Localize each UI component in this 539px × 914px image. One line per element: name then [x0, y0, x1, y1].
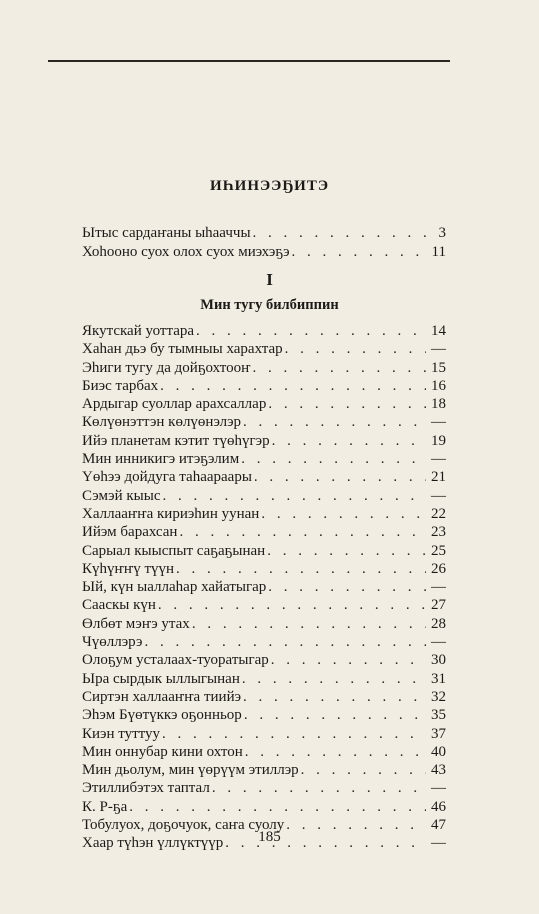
top-rule — [48, 60, 450, 62]
dot-leader — [243, 688, 426, 706]
toc-entry — [82, 340, 446, 358]
entry-page: 28 — [431, 615, 446, 632]
toc-entry — [82, 243, 446, 262]
toc-entry — [82, 487, 446, 505]
toc-entry — [82, 523, 446, 541]
entry-title: Киэн туттуу — [82, 725, 161, 742]
toc-entry — [82, 377, 446, 395]
entry-page: — — [431, 341, 446, 358]
entry-page: 37 — [431, 725, 446, 742]
dot-leader — [271, 651, 426, 669]
entry-page: 26 — [431, 560, 446, 577]
dot-leader — [268, 395, 426, 413]
dot-leader — [129, 798, 426, 816]
entry-title: Ийэм барахсан — [82, 524, 178, 541]
entry-title: Сэмэй кыыс — [82, 487, 161, 504]
entry-title: К. Р-ҕа — [82, 798, 128, 815]
toc-entry — [82, 706, 446, 724]
entry-title: Ытыс сардаҥаны ыһааччы — [82, 225, 251, 241]
entry-page: 31 — [431, 670, 446, 687]
dot-leader — [268, 578, 426, 596]
entry-title: Үөһээ дойдуга таһаараары — [82, 469, 252, 486]
entry-page: 14 — [431, 323, 446, 339]
entry-title: Эһэм Бүөтүккэ оҕонньор — [82, 707, 242, 724]
dot-leader — [241, 450, 426, 468]
dot-leader — [158, 596, 426, 614]
toc-entry — [82, 670, 446, 688]
toc-entry — [82, 651, 446, 669]
dot-leader — [253, 359, 426, 377]
entry-page: 18 — [431, 396, 446, 413]
toc-entry — [82, 633, 446, 651]
toc-entry — [82, 468, 446, 486]
entry-title: Мин дьолум, мин үөрүүм этиллэр — [82, 762, 299, 779]
entry-title: Көлүөнэттэн көлүөнэлэр — [82, 414, 242, 431]
entry-page: — — [431, 487, 446, 504]
dot-leader — [212, 779, 426, 797]
intro-entries — [82, 224, 446, 262]
page-number: 185 — [258, 829, 281, 845]
toc-entry — [82, 743, 446, 761]
entry-page: 19 — [431, 432, 446, 449]
dot-leader — [144, 633, 426, 651]
entry-page: 11 — [431, 244, 446, 260]
entry-page: — — [431, 634, 446, 651]
section-heading: Мин тугу билбиппин — [200, 297, 339, 313]
entry-title: Мин инникигэ итэҕэлим — [82, 451, 240, 468]
dot-leader — [245, 743, 426, 761]
entry-page: 32 — [431, 688, 446, 705]
toc-entry — [82, 615, 446, 633]
toc-entry — [82, 725, 446, 743]
toc-entry — [82, 542, 446, 560]
entry-page: 25 — [431, 542, 446, 559]
entry-page: 46 — [431, 798, 446, 815]
entry-page: 3 — [438, 225, 446, 241]
entry-title: Биэс тарбах — [82, 377, 159, 394]
dot-leader — [162, 725, 426, 743]
entry-title: Чүөллэрэ — [82, 634, 143, 651]
toc-entry — [82, 505, 446, 523]
entry-title: Ийэ планетам кэтит түөһүгэр — [82, 432, 270, 449]
toc-entry — [82, 761, 446, 779]
entry-page: 27 — [431, 597, 446, 614]
entry-title: Якутскай уоттара — [82, 323, 195, 339]
entry-page: 21 — [431, 469, 446, 486]
dot-leader — [292, 243, 426, 262]
dot-leader — [253, 224, 426, 243]
toc-entry — [82, 779, 446, 797]
entry-title: Ый, күн ыаллаһар хайатыгар — [82, 579, 267, 596]
toc-entry — [82, 322, 446, 340]
entry-title: Эһиги тугу да дойҕохтооҥ — [82, 359, 251, 376]
dot-leader — [254, 468, 426, 486]
dot-leader — [267, 542, 426, 560]
entry-title: Хаһан дьэ бу тымныы харахтар — [82, 341, 283, 358]
toc-entry — [82, 560, 446, 578]
entry-page: 30 — [431, 652, 446, 669]
entry-title: Өлбөт мэҥэ утах — [82, 615, 190, 632]
toc-entry — [82, 596, 446, 614]
dot-leader — [196, 322, 426, 340]
entry-title: Күһүҥҥү түүн — [82, 560, 175, 577]
entry-page: 35 — [431, 707, 446, 724]
entry-title: Мин оннубар кини охтон — [82, 743, 243, 760]
dot-leader — [160, 377, 426, 395]
entry-title: Ыра сырдык ыллыгынан — [82, 670, 240, 687]
toc-entry — [82, 395, 446, 413]
toc-entry — [82, 688, 446, 706]
entry-title: Хоһооно суох олох суох миэхэҕэ — [82, 244, 290, 260]
dot-leader — [244, 706, 426, 724]
entry-title: Ардыгар суоллар арахсаллар — [82, 396, 267, 413]
entry-title: Этиллибэтэх таптал — [82, 780, 210, 797]
entry-title: Сиртэн халлааҥҥа тиийэ — [82, 688, 242, 705]
entry-title: Тобулуох, доҕочуок, саҥа суолу — [82, 817, 285, 834]
entry-page: 22 — [431, 505, 446, 522]
entry-page: 15 — [431, 359, 446, 376]
toc-entry — [82, 224, 446, 243]
dot-leader — [272, 432, 426, 450]
entry-page: — — [431, 579, 446, 596]
toc-entry — [82, 450, 446, 468]
dot-leader — [192, 615, 426, 633]
toc-entries — [82, 322, 446, 853]
entry-title: Сааскы күн — [82, 597, 156, 614]
entry-page: — — [431, 780, 446, 797]
entry-page: — — [431, 451, 446, 468]
toc-title: ИҺИНЭЭҔИТЭ — [209, 178, 330, 194]
dot-leader — [261, 505, 426, 523]
dot-leader — [163, 487, 427, 505]
entry-page: — — [431, 835, 446, 852]
toc-entry — [82, 798, 446, 816]
entry-title: Хаар түһэн үллүктүүр — [82, 835, 224, 852]
dot-leader — [179, 523, 426, 541]
toc-entry — [82, 432, 446, 450]
toc-entry — [82, 413, 446, 431]
entry-page: 23 — [431, 524, 446, 541]
entry-title: Олоҕум усталаах-туоратыгар — [82, 652, 269, 669]
dot-leader — [176, 560, 426, 578]
entry-page: 40 — [431, 743, 446, 760]
toc-entry — [82, 578, 446, 596]
dot-leader — [285, 340, 426, 358]
entry-page: 47 — [431, 817, 446, 834]
dot-leader — [242, 670, 426, 688]
entry-title: Сарыал кыыспыт саҕаҕынан — [82, 542, 266, 559]
entry-page: 16 — [431, 377, 446, 394]
dot-leader — [243, 413, 426, 431]
entry-page: — — [431, 414, 446, 431]
entry-page: 43 — [431, 762, 446, 779]
entry-title: Халлааҥҥа кириэһин уунан — [82, 505, 260, 522]
section-numeral: I — [266, 270, 273, 289]
dot-leader — [301, 761, 426, 779]
toc-entry — [82, 359, 446, 377]
